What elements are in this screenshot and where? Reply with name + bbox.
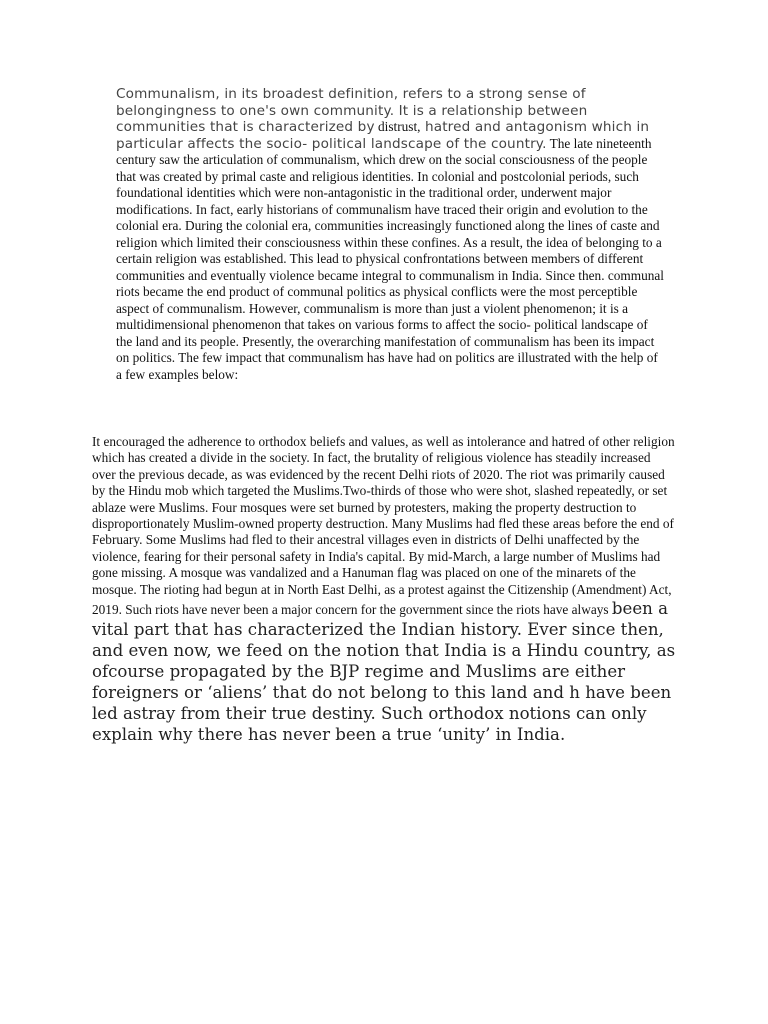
intro-serif-text-b: The late nineteenth century saw the articulation of communalism, which drew on the social consciousness of the people that was created by primal caste and religious identities. In colonial and postcolonial periods, such foundational identities which were non-antagonistic in the traditional order, underwent major modifications. In fact, early historians of communalism have traced their origin and evolution to the colonial era. During the colonial era, communities increasingly functioned along the lines of caste and religion which limited their consciousness within these confines. As a result, the idea of belonging to a certain religion was established. This lead to physical confrontations between members of different communities and eventually violence became integral to communalism in India. Since then. communal riots became the end product of communal politics as physical conflicts were the most perceptible aspect of communalism. However, communalism is more than just a violent phenomenon; it is a multidimensional phenomenon that takes on various forms to affect the socio- political landscape of the land and its people. Presently, the overarching manifestation of communalism has been its impact on politics. The few impact that communalism has have had on politics are illustrated with the help of a few examples below: [116, 135, 664, 382]
paragraph-intro [116, 86, 664, 383]
intro-sans-text-a: Communalism, in its broadest definition, refers to a strong sense of belongingness to one's own community. It is a relationship between communities that is characterized by [116, 86, 588, 135]
intro-sans-text-b: hatred and antagonism which in particular affects the socio- political landscape of the country. [116, 119, 650, 152]
impact-normal-text: It encouraged the adherence to orthodox beliefs and values, as well as intolerance and hatred of other religion which has created a divide in the society. In fact, the brutality of religious violence has steadily increased over the previous decade, as was evidenced by the recent Delhi riots of 2020. The riot was primarily caused by the Hindu mob which targeted the Muslims.Two-thirds of those who were shot, slashed repeatedly, or set ablaze were Muslims. Four mosques were set burned by protesters, making the property destruction to disproportionately Muslim-owned property destruction. Many Muslims had fled these areas before the end of February. Some Muslims had fled to their ancestral villages even in districts of Delhi unaffected by the violence, fearing for their personal safety in India's capital. By mid-March, a large number of Muslims had gone missing. A mosque was vandalized and a Hanuman flag was placed on one of the minarets of the mosque. The rioting had begun at in North East Delhi, as a protest against the Citizenship (Amendment) Act, 2019. Such riots have never been a major concern for the government since the riots have always [92, 434, 675, 618]
paragraph-impact [92, 434, 676, 745]
intro-serif-text-a: distrust, [374, 119, 421, 134]
impact-large-text: been a vital part that has characterized the Indian history. Ever since then, and even now, we feed on the notion that India is a Hindu country, as ofcourse propagated by the BJP regime and Muslims are either foreigners or ‘aliens’ that do not belong to this land and h have been led astray from their true destiny. Such orthodox notions can only explain why there has never been a true ‘unity’ in India. [92, 599, 676, 745]
